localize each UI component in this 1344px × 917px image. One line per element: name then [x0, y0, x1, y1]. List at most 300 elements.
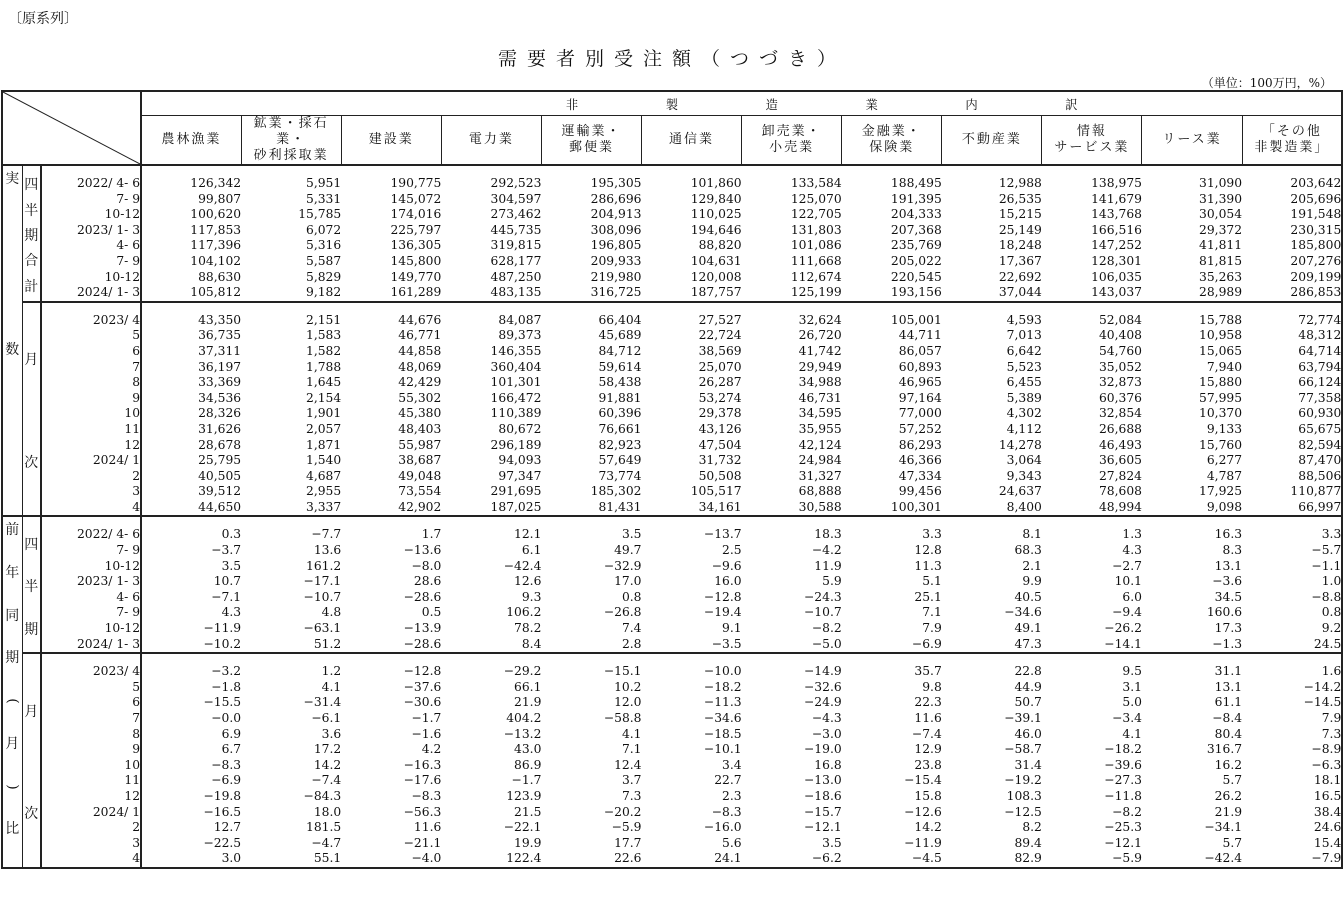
table-row: [2, 344, 1342, 360]
value-cell: 122,705: [790, 207, 842, 222]
value-cell: −15.4: [904, 773, 942, 788]
value-cell: 68.3: [1014, 543, 1042, 558]
value-cell: −10.2: [141, 637, 241, 654]
value-cell: 6.1: [521, 543, 542, 558]
value-cell: 46,731: [798, 390, 842, 405]
value-cell: 13.1: [1214, 679, 1243, 694]
value-cell: 34,595: [798, 406, 842, 421]
period-cell: 5: [132, 679, 141, 694]
value-cell: 21.9: [1214, 804, 1243, 819]
value-cell: 483,135: [441, 285, 541, 302]
value-cell: 7.9: [922, 621, 942, 636]
value-cell: 10.7: [141, 574, 241, 590]
value-cell: 6.0: [1122, 589, 1142, 604]
value-cell: 44,858: [398, 343, 442, 358]
period-cell: 3: [132, 835, 141, 850]
value-cell: 42,902: [341, 500, 441, 517]
value-cell: 5.9: [822, 574, 842, 589]
value-cell: 187,025: [441, 500, 541, 517]
period-cell: 7: [132, 359, 141, 374]
value-cell: 19.9: [514, 835, 542, 850]
value-cell: −39.1: [1004, 711, 1042, 725]
value-cell: 5.6: [722, 835, 742, 850]
group-header-char: 非: [565, 97, 579, 112]
column-header: 鉱業・採石業・ 砂利採取業: [241, 116, 341, 166]
value-cell: 138,975: [1091, 176, 1142, 190]
value-cell: 3.5: [822, 835, 842, 850]
value-cell: 1.0: [1321, 574, 1342, 589]
value-cell: 196,805: [590, 238, 642, 253]
value-cell: 304,597: [490, 191, 542, 206]
value-cell: −29.2: [503, 664, 542, 679]
value-cell: 100,620: [141, 207, 241, 223]
value-cell: 3.3: [1321, 527, 1342, 542]
value-cell: 31.1: [1214, 664, 1243, 679]
value-cell: 3.4: [722, 757, 742, 772]
value-cell: 15,788: [1199, 312, 1243, 327]
value-cell: −42.4: [1142, 851, 1242, 868]
value-cell: 80.4: [1214, 726, 1243, 741]
table-row: [2, 375, 1342, 391]
value-cell: 34,536: [141, 391, 241, 407]
value-cell: 58,438: [598, 375, 642, 390]
value-cell: −1.7: [411, 711, 442, 725]
value-cell: 43,126: [698, 421, 742, 436]
table-row: [2, 500, 1342, 517]
table-row: [2, 742, 1342, 758]
table-row: [2, 238, 1342, 254]
value-cell: 2.1: [1022, 558, 1042, 573]
value-cell: −10.0: [703, 664, 742, 679]
value-cell: −14.5: [1303, 695, 1342, 710]
value-cell: 5.7: [1222, 835, 1243, 850]
value-cell: −30.6: [403, 695, 442, 710]
value-cell: −14.9: [804, 664, 842, 679]
value-cell: 36,605: [1098, 453, 1142, 468]
value-cell: 55,987: [398, 437, 442, 452]
value-cell: 46,366: [898, 453, 942, 468]
value-cell: 78,608: [1098, 484, 1142, 499]
value-cell: 187,757: [642, 285, 742, 302]
table-row: [2, 223, 1342, 239]
value-cell: 360,404: [490, 359, 542, 374]
value-cell: 1.2: [321, 664, 342, 679]
value-cell: −7.4: [311, 773, 342, 788]
value-cell: 26,535: [998, 191, 1042, 206]
table-row: [2, 516, 1342, 543]
value-cell: 8.2: [1022, 820, 1042, 835]
value-cell: 36,735: [141, 328, 241, 344]
period-cell: 12: [124, 788, 141, 803]
value-cell: 45,380: [398, 406, 442, 421]
value-cell: 17.0: [614, 574, 642, 589]
value-cell: 286,696: [590, 191, 642, 206]
value-cell: 82.9: [942, 851, 1042, 868]
value-cell: 84,712: [598, 343, 642, 358]
sub-label-quarter_total: [22, 165, 41, 302]
value-cell: 9.9: [1022, 574, 1042, 589]
value-cell: 48,069: [398, 359, 442, 374]
value-cell: 9,343: [1006, 468, 1042, 483]
value-cell: 9,098: [1142, 500, 1242, 517]
sub-label-quarter-text: 四 半 期: [24, 537, 39, 638]
value-cell: 16.2: [1214, 757, 1243, 772]
period-cell: 2023/ 1- 3: [76, 574, 141, 589]
table-row: [2, 453, 1342, 469]
value-cell: 31.4: [1014, 757, 1042, 772]
value-cell: 1,871: [306, 437, 342, 452]
value-cell: 4.3: [141, 605, 241, 621]
value-cell: 6.9: [141, 727, 241, 743]
value-cell: 1,540: [306, 453, 342, 468]
value-cell: 18,248: [998, 238, 1042, 253]
value-cell: 14,278: [998, 437, 1042, 452]
value-cell: 7.3: [1321, 726, 1342, 741]
value-cell: 40.5: [1014, 589, 1042, 604]
value-cell: −8.0: [411, 558, 442, 573]
value-cell: 296,189: [490, 437, 542, 452]
value-cell: 110,389: [490, 406, 542, 421]
value-cell: 3.0: [141, 851, 241, 868]
value-cell: 13.1: [1214, 558, 1243, 573]
value-cell: 5,523: [1006, 359, 1042, 374]
value-cell: −1.7: [511, 773, 542, 788]
value-cell: 5,389: [1006, 390, 1042, 405]
value-cell: 5,587: [306, 253, 342, 268]
value-cell: −37.6: [403, 679, 442, 694]
column-header: 農林漁業: [141, 116, 241, 166]
value-cell: 50,508: [698, 468, 742, 483]
table-row: [2, 469, 1342, 485]
value-cell: 35,263: [1199, 269, 1243, 284]
value-cell: 99,456: [898, 484, 942, 499]
value-cell: 143,037: [1042, 285, 1142, 302]
value-cell: 22.7: [714, 773, 742, 788]
value-cell: 14.2: [914, 820, 942, 835]
value-cell: 12.0: [614, 695, 642, 710]
value-cell: −19.8: [141, 789, 241, 805]
value-cell: −12.8: [403, 664, 442, 679]
value-cell: −8.9: [1311, 742, 1342, 757]
group-header-char: 製: [665, 97, 678, 112]
value-cell: 316.7: [1206, 742, 1243, 757]
value-cell: 105,517: [690, 484, 742, 499]
value-cell: 628,177: [490, 253, 542, 268]
value-cell: −6.9: [842, 637, 942, 654]
value-cell: 4,112: [1006, 421, 1042, 436]
value-cell: −5.7: [1311, 543, 1342, 558]
value-cell: 17.3: [1214, 621, 1243, 636]
value-cell: 160.6: [1206, 605, 1243, 620]
value-cell: 16.5: [1313, 788, 1342, 803]
value-cell: 106.2: [506, 605, 542, 620]
value-cell: −1.8: [141, 680, 241, 696]
table-row: [2, 637, 1342, 654]
period-cell: 2022/ 4- 6: [76, 176, 141, 190]
value-cell: 1,788: [306, 359, 342, 374]
value-cell: 6.7: [141, 742, 241, 758]
value-cell: 291,695: [490, 484, 542, 499]
value-cell: 4.1: [1122, 726, 1142, 741]
value-cell: 66.1: [514, 679, 542, 694]
value-cell: 133,584: [790, 176, 842, 190]
value-cell: 60,930: [1298, 406, 1342, 421]
value-cell: −32.9: [603, 558, 642, 573]
value-cell: 4,787: [1206, 468, 1243, 483]
value-cell: −32.6: [804, 679, 842, 694]
value-cell: −13.2: [503, 726, 542, 741]
value-cell: 6,642: [1006, 343, 1042, 358]
value-cell: 161,289: [341, 285, 441, 302]
column-header: 運輸業・ 郵便業: [541, 116, 641, 166]
value-cell: 4,302: [1006, 406, 1042, 421]
value-cell: 209,933: [590, 253, 642, 268]
value-cell: −84.3: [303, 788, 342, 803]
value-cell: 64,714: [1298, 343, 1342, 358]
value-cell: 22.8: [1014, 664, 1042, 679]
value-cell: −3.6: [1212, 574, 1243, 589]
value-cell: 94,093: [498, 453, 542, 468]
value-cell: 31,390: [1199, 191, 1243, 206]
period-cell: 6: [132, 695, 141, 710]
value-cell: 49,048: [398, 468, 442, 483]
value-cell: 141,679: [1091, 191, 1142, 206]
value-cell: 21.9: [514, 695, 542, 710]
value-cell: 25,795: [141, 453, 241, 469]
value-cell: 194,646: [690, 222, 742, 237]
period-cell: 4: [41, 500, 141, 517]
table-row: [2, 805, 1342, 821]
period-cell: 12: [124, 437, 141, 452]
value-cell: −12.6: [904, 804, 942, 819]
value-cell: 26.2: [1214, 788, 1243, 803]
sub-label-month-text: 月 次: [24, 703, 39, 823]
value-cell: 24.1: [642, 851, 742, 868]
value-cell: −8.3: [711, 804, 742, 819]
group-header-char: 訳: [1065, 97, 1078, 112]
value-cell: 117,853: [141, 223, 241, 239]
value-cell: −58.7: [1004, 742, 1042, 757]
value-cell: 60,376: [1098, 390, 1142, 405]
value-cell: 7,940: [1206, 359, 1243, 374]
value-cell: 15,760: [1199, 437, 1243, 452]
table-row: [2, 836, 1342, 852]
value-cell: 12.6: [514, 574, 542, 589]
value-cell: 9.5: [1122, 664, 1142, 679]
value-cell: 110,877: [1290, 484, 1342, 499]
value-cell: −6.9: [141, 773, 241, 789]
value-cell: 209,199: [1290, 269, 1342, 284]
value-cell: 101,301: [490, 375, 542, 390]
period-cell: 7- 9: [116, 605, 141, 620]
period-cell: 2023/ 1- 3: [76, 222, 141, 237]
value-cell: 2.5: [722, 543, 742, 558]
value-cell: 181.5: [306, 820, 342, 835]
value-cell: 185,800: [1290, 238, 1342, 253]
value-cell: 286,853: [1242, 285, 1342, 302]
value-cell: 49.1: [1014, 621, 1042, 636]
period-cell: 4- 6: [116, 238, 141, 253]
value-cell: 1.7: [421, 527, 442, 542]
value-cell: 145,800: [390, 253, 442, 268]
value-cell: 97,164: [898, 390, 942, 405]
column-header: 情報 サービス業: [1042, 116, 1142, 166]
value-cell: −8.4: [1212, 711, 1243, 725]
value-cell: 9.3: [521, 589, 542, 604]
value-cell: 24.6: [1313, 820, 1342, 835]
value-cell: 45,689: [598, 328, 642, 343]
period-cell: 7- 9: [116, 253, 141, 268]
value-cell: 35,955: [798, 421, 842, 436]
value-cell: 1,582: [306, 343, 342, 358]
value-cell: 125,199: [742, 285, 842, 302]
value-cell: 17,367: [998, 253, 1042, 268]
value-cell: −34.6: [703, 711, 742, 725]
value-cell: −11.8: [1104, 788, 1142, 803]
value-cell: 46.0: [1014, 726, 1042, 741]
value-cell: −8.8: [1311, 589, 1342, 604]
value-cell: 44.9: [1014, 679, 1042, 694]
value-cell: −56.3: [403, 804, 442, 819]
value-cell: 273,462: [490, 207, 542, 222]
value-cell: 104,102: [141, 254, 241, 270]
value-cell: 7.4: [621, 621, 642, 636]
period-cell: 5: [132, 328, 141, 343]
value-cell: −7.4: [911, 726, 942, 741]
value-cell: 0.8: [1321, 605, 1342, 620]
value-cell: 0.3: [141, 516, 241, 543]
value-cell: 12.8: [914, 543, 942, 558]
value-cell: 53,274: [698, 390, 742, 405]
value-cell: 6,455: [1006, 375, 1042, 390]
value-cell: 39,512: [141, 484, 241, 500]
value-cell: 87,470: [1298, 453, 1342, 468]
value-cell: 487,250: [490, 269, 542, 284]
value-cell: 97,347: [498, 468, 542, 483]
corner-cell: [2, 91, 141, 165]
value-cell: 17.7: [614, 835, 642, 850]
value-cell: −5.9: [611, 820, 642, 835]
value-cell: −12.1: [804, 820, 842, 835]
value-cell: 15,065: [1199, 343, 1243, 358]
period-cell: 10: [124, 406, 141, 421]
value-cell: 28,989: [1142, 285, 1242, 302]
group-header-char: 内: [965, 97, 978, 112]
value-cell: 46,771: [398, 328, 442, 343]
value-cell: −14.1: [1042, 637, 1142, 654]
period-cell: 2023/ 4: [92, 312, 141, 327]
group-header-char: 業: [865, 97, 878, 112]
value-cell: 316,725: [541, 285, 641, 302]
sub-label-quarter: [22, 516, 41, 653]
value-cell: 292,523: [490, 176, 542, 190]
value-cell: 22.6: [541, 851, 641, 868]
value-cell: 220,545: [890, 269, 942, 284]
table-row: [2, 758, 1342, 774]
value-cell: 2.3: [722, 788, 742, 803]
value-cell: 82,923: [598, 437, 642, 452]
value-cell: 29,372: [1199, 222, 1243, 237]
period-cell: 2024/ 1: [92, 804, 141, 819]
value-cell: 7.1: [621, 742, 642, 757]
period-cell: 7- 9: [116, 191, 141, 206]
value-cell: 27,527: [698, 312, 742, 327]
column-header: 不動産業: [942, 116, 1042, 166]
value-cell: 5,331: [306, 191, 342, 206]
value-cell: 16.8: [814, 757, 842, 772]
value-cell: 111,668: [790, 253, 842, 268]
value-cell: −12.1: [1104, 835, 1142, 850]
value-cell: 18.1: [1313, 773, 1342, 788]
value-cell: 18.3: [814, 527, 842, 542]
table-row: [2, 360, 1342, 376]
value-cell: 18.0: [313, 804, 342, 819]
value-cell: 5.7: [1222, 773, 1243, 788]
value-cell: 80,672: [498, 421, 542, 436]
value-cell: 73,554: [398, 484, 442, 499]
value-cell: −11.9: [904, 835, 942, 850]
value-cell: −0.0: [141, 711, 241, 727]
table-row: [2, 621, 1342, 637]
value-cell: 12.1: [514, 527, 542, 542]
value-cell: 104,631: [690, 253, 742, 268]
value-cell: 30,054: [1199, 207, 1243, 222]
value-cell: 9.2: [1321, 621, 1342, 636]
value-cell: 42,429: [398, 375, 442, 390]
value-cell: 36,197: [141, 360, 241, 376]
value-cell: 8,400: [942, 500, 1042, 517]
value-cell: 219,980: [590, 269, 642, 284]
table-row: [2, 207, 1342, 223]
value-cell: 143,768: [1091, 207, 1142, 222]
value-cell: 1,901: [306, 406, 342, 421]
value-cell: 38,687: [398, 453, 442, 468]
value-cell: −3.0: [811, 726, 842, 741]
value-cell: 48,994: [1042, 500, 1142, 517]
value-cell: 1.3: [1122, 527, 1142, 542]
value-cell: 105,001: [890, 312, 942, 327]
value-cell: −6.1: [311, 711, 342, 725]
value-cell: 3,064: [1006, 453, 1042, 468]
value-cell: 99,807: [141, 192, 241, 208]
value-cell: 11.9: [814, 558, 842, 573]
value-cell: −12.8: [703, 589, 742, 604]
value-cell: 35.7: [914, 664, 942, 679]
value-cell: 404.2: [506, 711, 542, 725]
value-cell: 57,995: [1199, 390, 1243, 405]
value-cell: 5,316: [306, 238, 342, 253]
value-cell: −34.1: [1204, 820, 1243, 835]
value-cell: 89,373: [498, 328, 542, 343]
table-row: [2, 695, 1342, 711]
value-cell: 101,860: [690, 176, 742, 190]
table-row: [2, 302, 1342, 329]
value-cell: −18.2: [1104, 742, 1142, 757]
value-cell: 59,614: [598, 359, 642, 374]
value-cell: 1,645: [306, 375, 342, 390]
table-row: [2, 711, 1342, 727]
value-cell: −16.3: [403, 757, 442, 772]
value-cell: 65,675: [1298, 421, 1342, 436]
value-cell: −1.1: [1311, 558, 1342, 573]
value-cell: 205,022: [890, 253, 942, 268]
value-cell: 81,431: [541, 500, 641, 517]
value-cell: −28.6: [403, 589, 442, 604]
period-cell: 8: [132, 726, 141, 741]
value-cell: 22,692: [998, 269, 1042, 284]
value-cell: −11.9: [141, 621, 241, 637]
value-cell: −1.3: [1142, 637, 1242, 654]
